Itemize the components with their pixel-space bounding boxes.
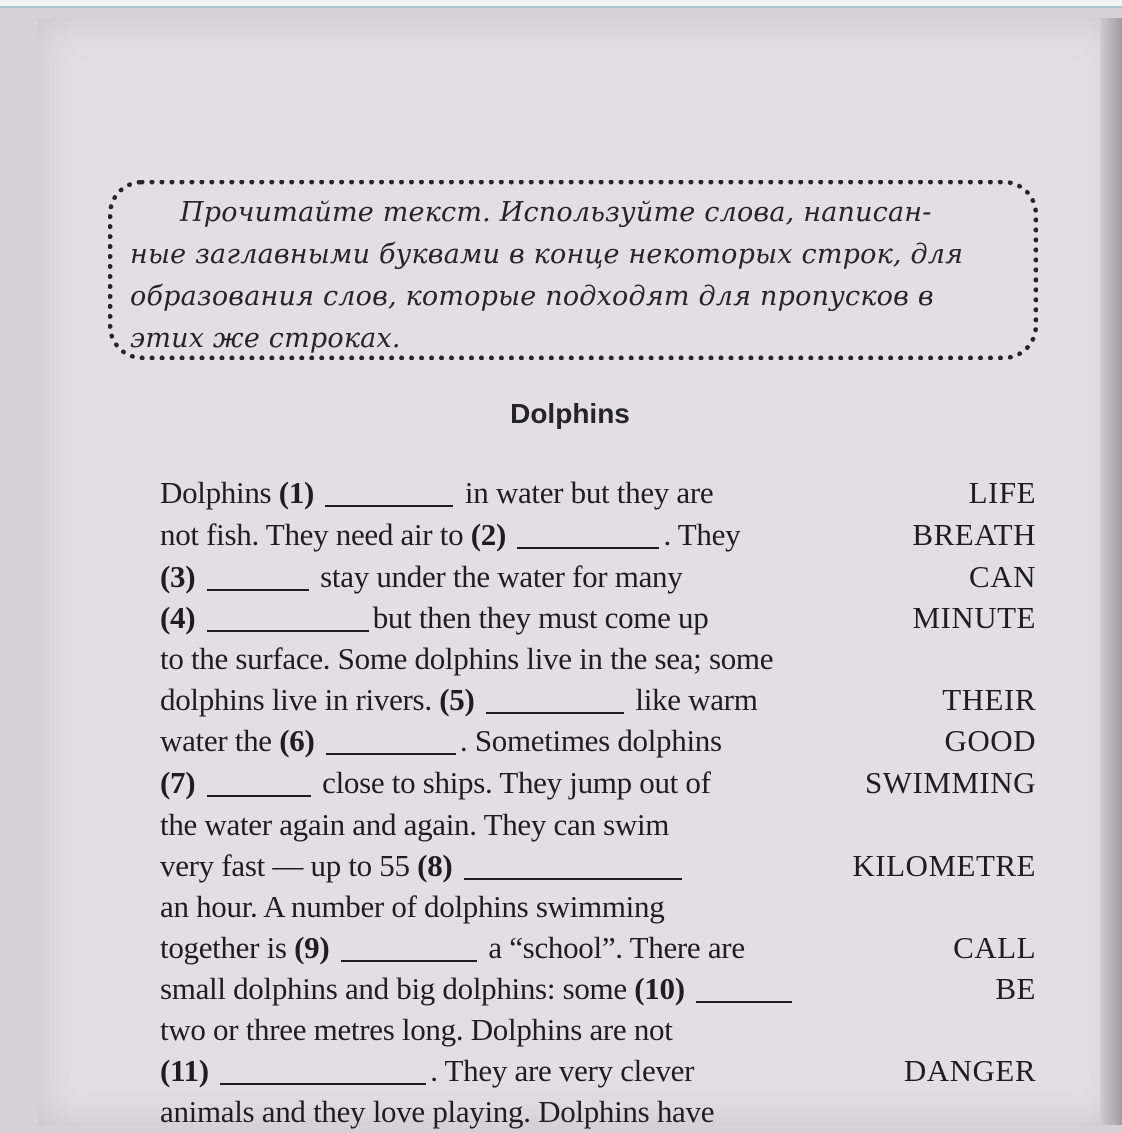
blank-4[interactable] (207, 600, 369, 632)
gap-number-10: (10) (634, 971, 685, 1006)
text-line-7: water the (6) . Sometimes dolphins (160, 723, 722, 758)
keyword-life: LIFE (968, 475, 1036, 510)
gap-number-11: (11) (160, 1053, 209, 1088)
text-line-4: (4) but then they must come up (160, 600, 709, 635)
text-line-11: an hour. A number of dolphins swimming (160, 889, 665, 924)
gap-number-1: (1) (278, 475, 314, 510)
gap-number-3: (3) (160, 559, 196, 594)
text-line-15: (11) . They are very clever (160, 1053, 695, 1088)
text-line-5: to the surface. Some dolphins live in the sea; some (160, 641, 774, 676)
keyword-kilometre: KILOMETRE (852, 848, 1036, 883)
page-edge-shadow (1100, 18, 1122, 1125)
window-top-border (0, 0, 1122, 8)
text-title: Dolphins (510, 398, 630, 429)
blank-10[interactable] (696, 971, 792, 1003)
keyword-their: THEIR (942, 682, 1036, 717)
text-line-12: together is (9) a “school”. There are (160, 930, 745, 965)
keyword-breath: BREATH (912, 517, 1036, 552)
keyword-can: CAN (969, 559, 1036, 594)
text-line-13: small dolphins and big dolphins: some (10) (160, 968, 796, 1010)
blank-11[interactable] (220, 1053, 426, 1085)
blank-3[interactable] (207, 559, 309, 591)
text-line-6: dolphins live in rivers. (5) like warm (160, 682, 758, 717)
gap-number-5: (5) (439, 682, 475, 717)
text-line-3: (3) stay under the water for many (160, 559, 683, 594)
gap-number-9: (9) (294, 930, 330, 965)
blank-8[interactable] (464, 848, 682, 880)
text-line-14: two or three metres long. Dolphins are not (160, 1012, 673, 1047)
keyword-be: BE (995, 971, 1036, 1006)
instruction-line-1: Прочитайте текст. Используйте слова, написан- (180, 197, 932, 228)
blank-2[interactable] (517, 517, 659, 549)
instruction-text (130, 192, 1030, 360)
gap-number-6: (6) (279, 723, 315, 758)
text-line-16: animals and they love playing. Dolphins have (160, 1094, 715, 1129)
gap-number-7: (7) (160, 765, 196, 800)
keyword-minute: MINUTE (912, 600, 1036, 635)
gap-number-4: (4) (160, 600, 196, 635)
keyword-swimming: SWIMMING (864, 765, 1036, 800)
gap-number-2: (2) (470, 517, 506, 552)
blank-7[interactable] (207, 765, 311, 797)
keyword-good: GOOD (944, 723, 1036, 758)
text-line-1: Dolphins (1) in water but they are (160, 475, 714, 510)
text-line-10: very fast — up to 55 (8) (160, 845, 686, 887)
blank-6[interactable] (326, 723, 456, 755)
blank-1[interactable] (325, 475, 453, 507)
blank-5[interactable] (486, 682, 624, 714)
instruction-line-3: образования слов, которые подходят для пропусков в (130, 281, 934, 312)
gap-number-8: (8) (417, 848, 453, 883)
blank-9[interactable] (341, 930, 477, 962)
text-line-2: not fish. They need air to (2) . They (160, 517, 741, 552)
keyword-danger: DANGER (903, 1053, 1036, 1088)
instruction-line-4: этих же строках. (130, 323, 401, 354)
text-line-9: the water again and again. They can swim (160, 807, 670, 842)
text-line-8: (7) close to ships. They jump out of (160, 765, 711, 800)
keyword-call: CALL (953, 930, 1036, 965)
instruction-line-2: ные заглавными буквами в конце некоторых строк, для (130, 239, 964, 270)
